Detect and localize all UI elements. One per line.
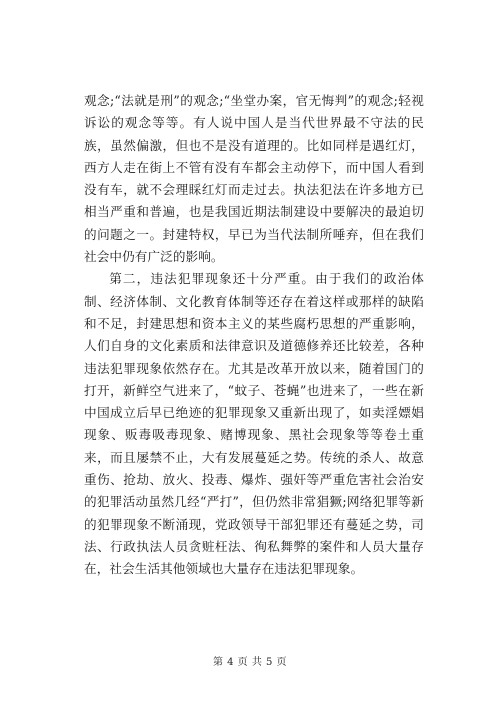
- document-body: [84, 90, 424, 581]
- paragraph-1: 观念;“法就是刑”的观念;“坐堂办案，官无悔判”的观念;轻视诉讼的观念等等。有人说中国人是当代世界最不守法的民族，虽然偏激，但也不是没有道理的。比如同样是遇红灯，西方人走在街上不管有没有车都会主动停下，而中国人看到没有车，就不会理睬红灯而走过去。执法犯法在许多地方已相当严重和普遍，也是我国近期法制建设中要解决的最迫切的问题之一。封建特权，早已为当代法制所唾弃，但在我们社会中仍有广泛的影响。: [84, 93, 424, 265]
- paragraph-2: 第二，违法犯罪现象还十分严重。由于我们的政治体制、经济体制、文化教育体制等还存在着这样或那样的缺陷和不足，封建思想和资本主义的某些腐朽思想的严重影响，人们自身的文化素质和法律意识及道德修养还比较差，各种违法犯罪现象依然存在。尤其是改革开放以来，随着国门的打开，新鲜空气进来了，“蚊子、苍蝇”也进来了，一些在新中国成立后早已绝迹的犯罪现象又重新出现了，如卖淫嫖娼现象、贩毒吸毒现象、赌博现象、黑社会现象等等卷土重来，而且屡禁不止，大有发展蔓延之势。传统的杀人、故意重伤、抢劫、放火、投毒、爆炸、强奸等严重危害社会治安的犯罪活动虽然几经“严打”，但仍然非常猖獗;网络犯罪等新的犯罪现象不断涌现，党政领导干部犯罪还有蔓延之势，司法、行政执法人员贪赃枉法、徇私舞弊的案件和人员大量存在，社会生活其他领域也大量存在违法犯罪现象。: [84, 271, 424, 577]
- page-number-footer: 第 4 页 共 5 页: [212, 657, 288, 668]
